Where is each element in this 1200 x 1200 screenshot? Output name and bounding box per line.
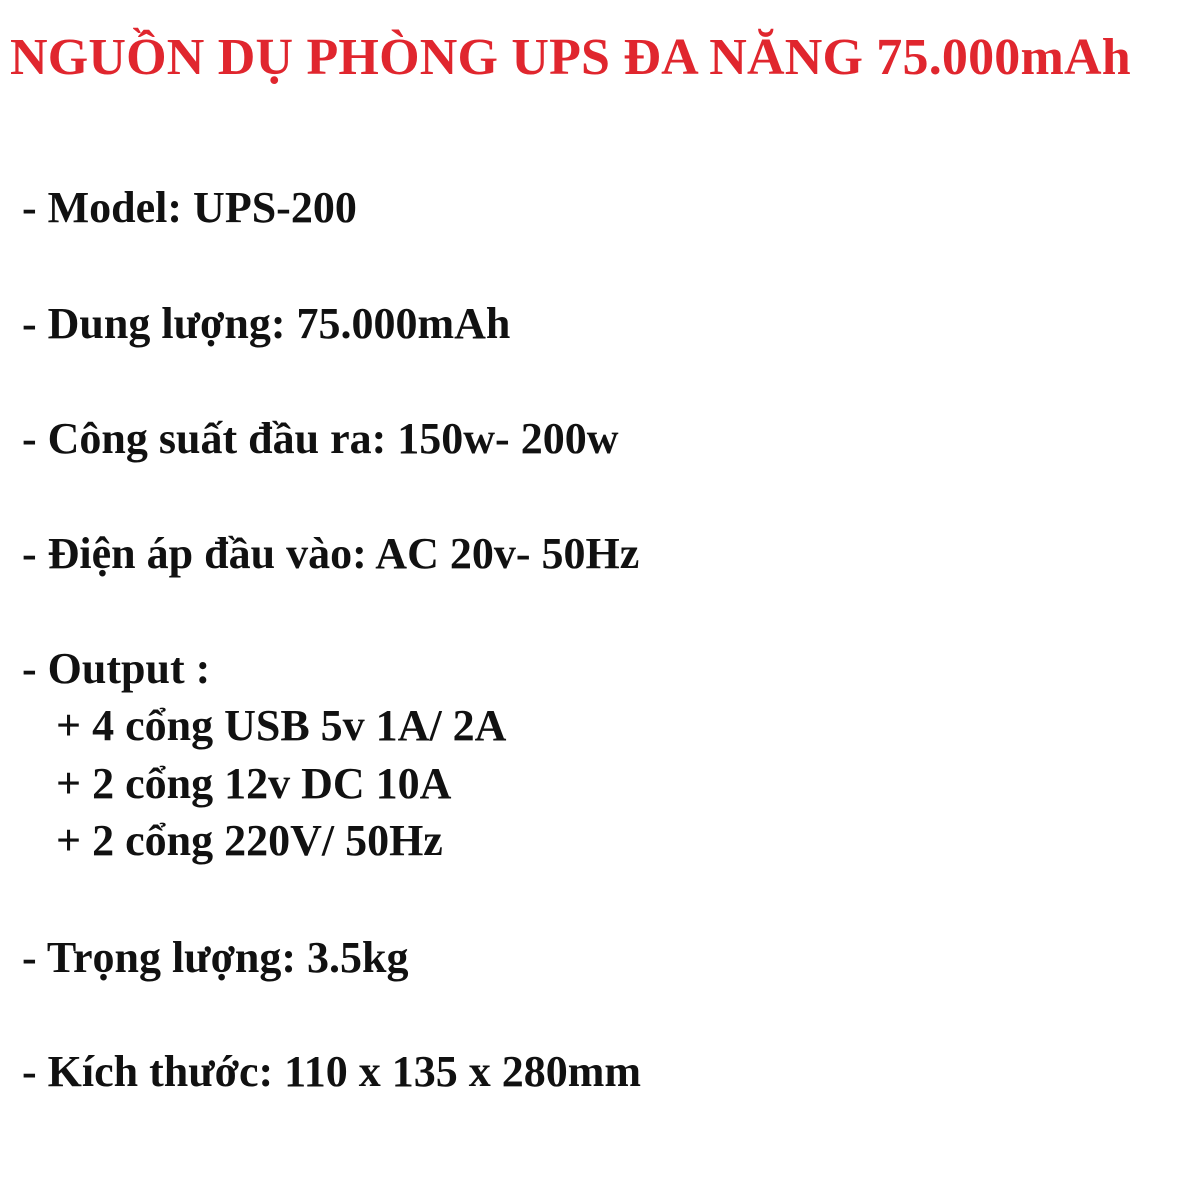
spec-weight: - Trọng lượng: 3.5kg (22, 933, 409, 982)
page-title: NGUỒN DỤ PHÒNG UPS ĐA NĂNG 75.000mAh (10, 29, 1131, 86)
spec-output-item: + 4 cổng USB 5v 1A/ 2A (56, 701, 507, 750)
spec-output-item: + 2 cổng 12v DC 10A (56, 759, 452, 808)
spec-capacity: - Dung lượng: 75.000mAh (22, 299, 511, 348)
spec-input-voltage: - Điện áp đầu vào: AC 20v- 50Hz (22, 529, 640, 578)
spec-dimensions: - Kích thước: 110 x 135 x 280mm (22, 1047, 642, 1096)
spec-output-label: - Output : (22, 644, 211, 693)
spec-power-output: - Công suất đầu ra: 150w- 200w (22, 414, 619, 463)
spec-output-item: + 2 cổng 220V/ 50Hz (56, 816, 443, 865)
spec-model: - Model: UPS-200 (22, 183, 357, 232)
